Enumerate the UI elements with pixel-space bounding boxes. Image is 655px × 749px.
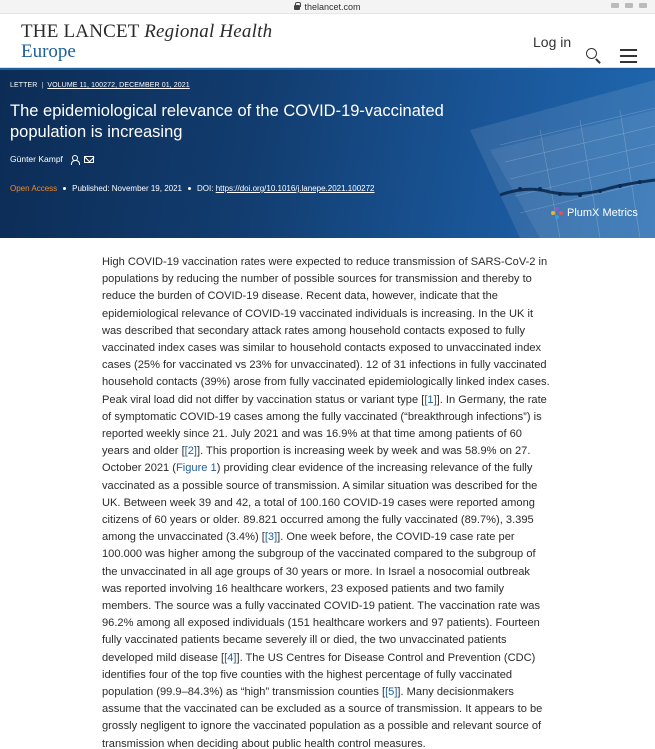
open-access-badge: Open Access	[10, 184, 58, 193]
article-meta-line: LETTER | VOLUME 11, 100272, DECEMBER 01, 2021	[10, 82, 190, 89]
doi-link[interactable]: https://doi.org/10.1016/j.lanepe.2021.100272	[215, 184, 375, 193]
person-icon[interactable]	[70, 155, 79, 164]
logo-main: THE LANCET	[21, 21, 140, 42]
logo-subtitle: Europe	[21, 41, 76, 62]
doi-label: DOI:	[197, 184, 214, 193]
reference-link-1[interactable]: [1]	[424, 393, 437, 406]
article-hero-banner	[0, 70, 655, 238]
hamburger-menu-icon[interactable]	[620, 49, 638, 63]
lock-icon	[294, 5, 300, 10]
site-header	[0, 14, 655, 68]
login-button[interactable]: Log in	[533, 34, 572, 50]
author-line	[10, 154, 94, 164]
article-title: The epidemiological relevance of the COVID-19-vaccinated population is increasing	[10, 102, 444, 141]
article-paragraph: High COVID-19 vaccination rates were expected to reduce transmission of SARS-CoV-2 in populations by reducing the number of possible sources for transmission and thereby to reduce the burden of COVID-19 disease. Recent data, however, indicate that the epidemiological relevance of COVID-19 vaccinated individuals is increasing. In the UK it was described that secondary attack rates among household contacts exposed to fully vaccinated index cases was similar to household contacts exposed to unvaccinated index cases (25% for vaccinated vs 23% for unvaccinated). 12 of 31 infections in fully vaccinated household contacts (39%) arose from fully vaccinated epidemiologically linked index cases. Peak viral load did not differ by vaccination status or variant type [[1]]. In Germany, the rate of symptomatic COVID-19 cases among the fully vaccinated (“breakthrough infections”) is reported weekly since 21. July 2021 and was 16.9% at that time among patients of 60 years and older [[2]]. This proportion is increasing week by week and was 58.9% on 27. October 2021 (Figure 1) providing clear evidence of the increasing relevance of the fully vaccinated as a possible source of transmission. A similar situation was described for the UK. Between week 39 and 42, a total of 100.160 COVID-19 cases were reported among citizens of 60 years or older. 89.821 occurred among the fully vaccinated (89.7%), 3.395 among the unvaccinated (3.4%) [[3]]. One week before, the COVID-19 case rate per 100.000 was higher among the subgroup of the vaccinated compared to the subgroup of the unvaccinated in all age groups of 30 years or more. In Israel a nosocomial outbreak was reported involving 16 healthcare workers, 23 exposed patients and two family members. The source was a fully vaccinated COVID-19 patient. The vaccination rate was 96.2% among all exposed individuals (151 healthcare workers and 97 patients). Fourteen fully vaccinated patients became severely ill or died, the two unvaccinated patients developed mild disease [[4]]. The US Centres for Disease Control and Prevention (CDC) identifies four of the top five counties with the highest percentage of fully vaccinated population (99.9–84.3%) as “high” transmission counties [[5]]. Many decisionmakers assume that the vaccinated can be excluded as a source of transmission. It appears to be grossly negligent to ignore the vaccinated population as a possible and relevant source of transmission when deciding about public health control measures.	[102, 256, 550, 749]
reference-link-5[interactable]: [5]	[385, 686, 398, 699]
published-label: Published:	[72, 184, 110, 193]
plumx-icon	[551, 207, 563, 219]
reference-link-4[interactable]: [4]	[224, 651, 237, 664]
article-body	[102, 254, 552, 749]
browser-url-bar[interactable]	[0, 0, 655, 14]
logo-italic: Regional Health	[144, 21, 273, 42]
plumx-metrics-button[interactable]	[551, 207, 638, 219]
reference-link-2[interactable]: [2]	[184, 445, 197, 458]
figure-1-link[interactable]: Figure 1	[176, 462, 217, 475]
url-text[interactable]: thelancet.com	[304, 1, 361, 12]
published-date: November 19, 2021	[111, 184, 182, 193]
plumx-label: PlumX Metrics	[567, 207, 638, 219]
browser-status-icons	[611, 3, 647, 8]
article-type: LETTER	[10, 82, 38, 89]
volume-link[interactable]: VOLUME 11, 100272, DECEMBER 01, 2021	[47, 82, 190, 89]
journal-logo[interactable]	[21, 22, 272, 61]
author-name[interactable]: Günter Kampf	[10, 154, 63, 164]
mail-icon[interactable]	[84, 156, 94, 163]
reference-link-3[interactable]: [3]	[264, 531, 278, 544]
publication-info	[10, 184, 374, 193]
search-icon[interactable]	[585, 47, 603, 65]
